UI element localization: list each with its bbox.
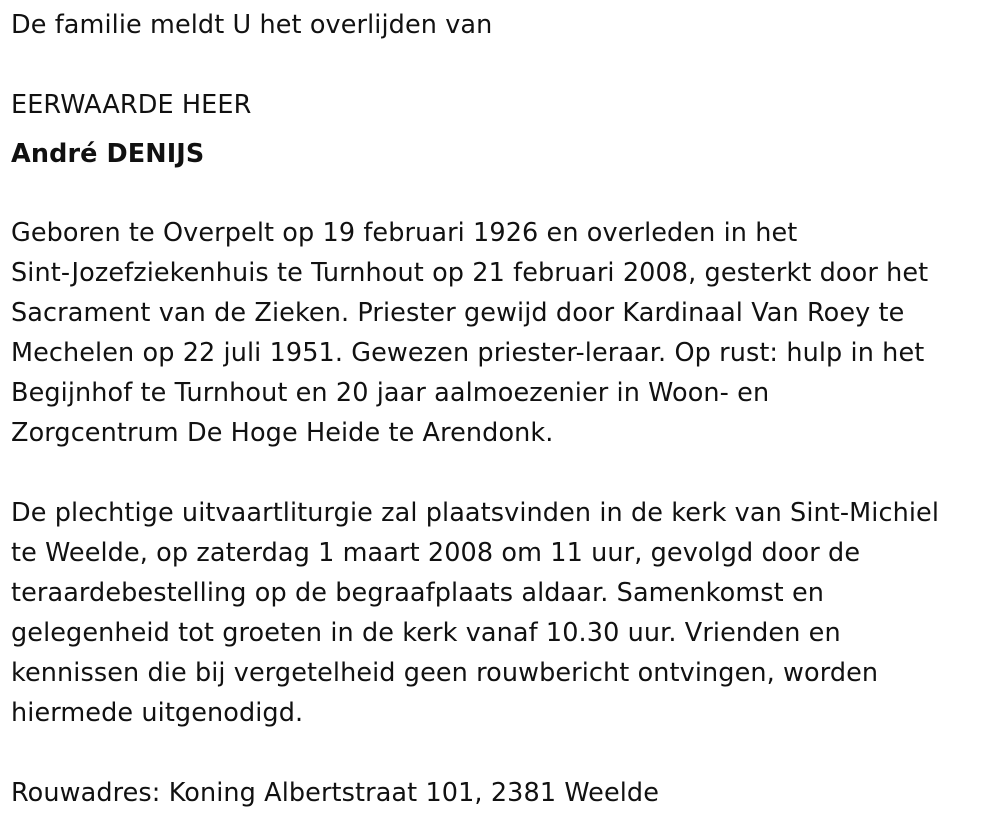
paragraph-line: te Weelde, op zaterdag 1 maart 2008 om 11 uur, gevolgd door de bbox=[11, 538, 861, 568]
paragraph-line: Begijnhof te Turnhout en 20 jaar aalmoezenier in Woon- en bbox=[11, 378, 770, 408]
paragraph-line: teraardebestelling op de begraafplaats aldaar. Samenkomst en bbox=[11, 578, 824, 608]
paragraph-line: Zorgcentrum De Hoge Heide te Arendonk. bbox=[11, 418, 554, 448]
paragraph-line: kennissen die bij vergetelheid geen rouwbericht ontvingen, worden bbox=[11, 658, 879, 688]
deceased-name: André DENIJS bbox=[11, 139, 205, 169]
paragraph-line: Sint-Jozefziekenhuis te Turnhout op 21 februari 2008, gesterkt door het bbox=[11, 258, 929, 288]
paragraph-line: gelegenheid tot groeten in de kerk vanaf 10.30 uur. Vrienden en bbox=[11, 618, 841, 648]
paragraph-line: De plechtige uitvaartliturgie zal plaatsvinden in de kerk van Sint-Michiel bbox=[11, 498, 940, 528]
paragraph-line: Mechelen op 22 juli 1951. Gewezen priester-leraar. Op rust: hulp in het bbox=[11, 338, 925, 368]
paragraph-line: hiermede uitgenodigd. bbox=[11, 698, 304, 728]
paragraph-line: Sacrament van de Zieken. Priester gewijd door Kardinaal Van Roey te bbox=[11, 298, 905, 328]
mourning-address: Rouwadres: Koning Albertstraat 101, 2381 Weelde bbox=[11, 778, 660, 808]
honorific-title: EERWAARDE HEER bbox=[11, 90, 252, 120]
paragraph-line: Geboren te Overpelt op 19 februari 1926 en overleden in het bbox=[11, 218, 798, 248]
intro-text: De familie meldt U het overlijden van bbox=[11, 10, 493, 40]
